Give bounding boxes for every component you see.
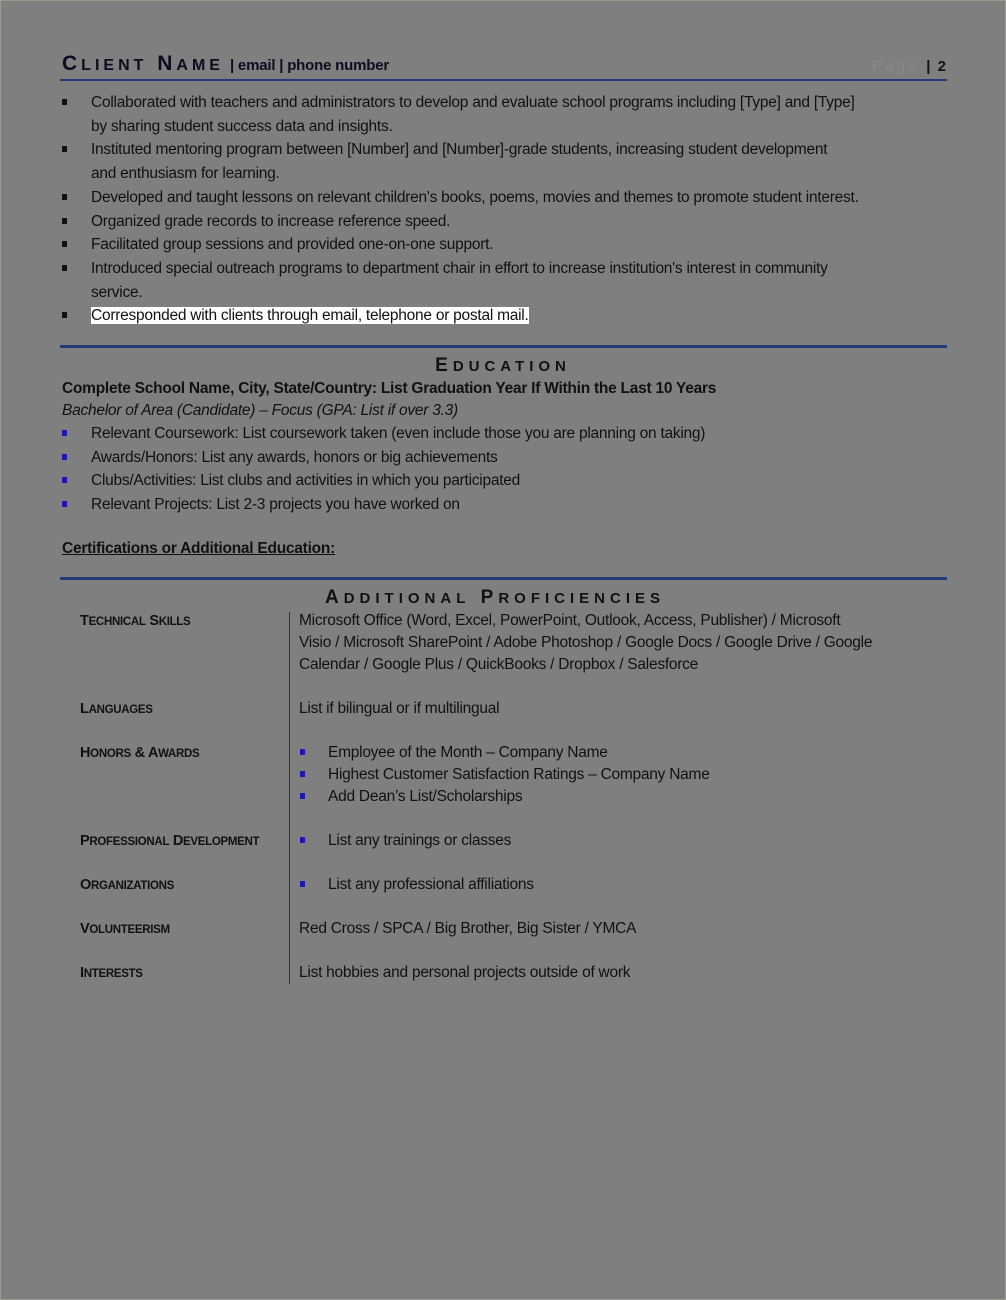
list-item bbox=[62, 493, 705, 517]
bullet-text: Highest Customer Satisfaction Ratings – Company Name bbox=[328, 766, 710, 783]
list-item bbox=[62, 115, 859, 139]
bullet-text: Developed and taught lessons on relevant children's books, poems, movies and themes to promote student interest. bbox=[91, 188, 859, 206]
value-line: Calendar / Google Plus / QuickBooks / Dropbox / Salesforce bbox=[299, 656, 699, 673]
bullet-text: Introduced special outreach programs to department chair in effort to increase institution's interest in community bbox=[91, 259, 828, 277]
list-item bbox=[299, 764, 710, 786]
bullet-text: Employee of the Month – Company Name bbox=[328, 744, 608, 761]
proficiency-label: LANGUAGES bbox=[80, 701, 153, 717]
value-line: List hobbies and personal projects outside of work bbox=[299, 964, 631, 981]
list-item bbox=[299, 874, 534, 896]
proficiency-value bbox=[299, 918, 636, 940]
bullet-icon bbox=[300, 837, 305, 843]
proficiencies-title: ADDITIONAL PROFICIENCIES bbox=[324, 587, 666, 608]
column-divider bbox=[289, 612, 290, 984]
list-item bbox=[62, 304, 859, 328]
list-item bbox=[299, 742, 710, 764]
bullet-text: service. bbox=[91, 283, 143, 301]
value-line: List if bilingual or if multilingual bbox=[299, 700, 500, 717]
proficiency-label: VOLUNTEERISM bbox=[80, 921, 170, 937]
education-title: EDUCATION bbox=[435, 355, 571, 376]
degree-line: Bachelor of Area (Candidate) – Focus (GPA: List if over 3.3) bbox=[62, 402, 458, 419]
list-item bbox=[299, 830, 511, 852]
value-line: Microsoft Office (Word, Excel, PowerPoint, Outlook, Access, Publisher) / Microsoft bbox=[299, 612, 841, 629]
list-item bbox=[299, 786, 710, 808]
page-separator: | bbox=[926, 58, 931, 75]
list-item bbox=[62, 91, 859, 115]
bullet-icon bbox=[62, 430, 67, 436]
header-rule bbox=[60, 79, 947, 81]
page-number-value: 2 bbox=[937, 58, 946, 75]
list-item bbox=[62, 186, 859, 210]
bullet-icon bbox=[62, 241, 67, 247]
bullet-icon bbox=[62, 477, 67, 483]
proficiency-value bbox=[299, 874, 534, 896]
experience-bullets bbox=[62, 91, 859, 328]
bullet-text: Corresponded with clients through email, telephone or postal mail. bbox=[91, 307, 529, 325]
value-line: Visio / Microsoft SharePoint / Adobe Photoshop / Google Docs / Google Drive / Google bbox=[299, 634, 873, 651]
proficiency-value bbox=[299, 830, 511, 852]
bullet-text: by sharing student success data and insights. bbox=[91, 117, 393, 135]
proficiency-label: ORGANIZATIONS bbox=[80, 877, 175, 893]
list-item bbox=[62, 257, 859, 281]
client-name-header bbox=[62, 52, 389, 76]
bullet-text: Instituted mentoring program between [Number] and [Number]-grade students, increasing student development bbox=[91, 141, 828, 159]
bullet-icon bbox=[62, 146, 67, 152]
bullet-text: Clubs/Activities: List clubs and activities in which you participated bbox=[91, 472, 521, 490]
proficiency-label: HONORS & AWARDS bbox=[80, 745, 200, 761]
bullet-text: List any professional affiliations bbox=[328, 876, 534, 893]
bullet-icon bbox=[62, 312, 67, 318]
school-line: Complete School Name, City, State/Country: List Graduation Year If Within the Last 10 Years bbox=[62, 380, 717, 397]
contact-info: | email | phone number bbox=[229, 57, 389, 74]
proficiency-label: TECHNICAL SKILLS bbox=[80, 613, 191, 629]
bullet-icon bbox=[62, 501, 67, 507]
bullet-text: List any trainings or classes bbox=[328, 832, 512, 849]
bullet-text: Collaborated with teachers and administrators to develop and evaluate school programs including [Type] and [Type] bbox=[91, 94, 855, 111]
list-item bbox=[62, 138, 859, 162]
list-item bbox=[62, 469, 705, 493]
bullet-icon bbox=[300, 749, 305, 755]
proficiency-value bbox=[299, 610, 872, 676]
bullet-icon bbox=[62, 218, 67, 224]
page-number bbox=[872, 58, 946, 75]
list-item bbox=[62, 210, 859, 234]
proficiency-value bbox=[299, 742, 710, 808]
proficiency-value bbox=[299, 962, 630, 984]
list-item bbox=[62, 446, 705, 470]
page-label: Page bbox=[872, 58, 920, 75]
bullet-icon bbox=[300, 771, 305, 777]
value-line: Red Cross / SPCA / Big Brother, Big Sister / YMCA bbox=[299, 920, 637, 937]
bullet-text: Add Dean’s List/Scholarships bbox=[328, 788, 523, 805]
client-name: CLIENT NAME bbox=[62, 52, 224, 75]
bullet-icon bbox=[62, 454, 67, 460]
bullet-icon bbox=[62, 265, 67, 271]
proficiency-value bbox=[299, 698, 499, 720]
bullet-text: and enthusiasm for learning. bbox=[91, 165, 280, 183]
proficiency-label: PROFESSIONAL DEVELOPMENT bbox=[80, 833, 260, 849]
bullet-text: Relevant Coursework: List coursework taken (even include those you are planning on taking) bbox=[91, 425, 706, 442]
bullet-text: Organized grade records to increase reference speed. bbox=[91, 212, 451, 230]
bullet-icon bbox=[62, 194, 67, 200]
list-item bbox=[62, 281, 859, 305]
bullet-text: Relevant Projects: List 2-3 projects you have worked on bbox=[91, 496, 460, 514]
section-divider bbox=[60, 577, 947, 580]
list-item bbox=[62, 233, 859, 257]
bullet-icon bbox=[300, 881, 305, 887]
education-bullets bbox=[62, 422, 705, 517]
list-item bbox=[62, 422, 705, 446]
proficiency-label: INTERESTS bbox=[80, 965, 143, 981]
bullet-icon bbox=[300, 793, 305, 799]
bullet-text: Awards/Honors: List any awards, honors or big achievements bbox=[91, 448, 498, 466]
bullet-text: Facilitated group sessions and provided one-on-one support. bbox=[91, 236, 494, 254]
bullet-icon bbox=[62, 99, 67, 105]
certifications-heading: Certifications or Additional Education: bbox=[62, 540, 335, 557]
section-divider bbox=[60, 345, 947, 348]
list-item bbox=[62, 162, 859, 186]
